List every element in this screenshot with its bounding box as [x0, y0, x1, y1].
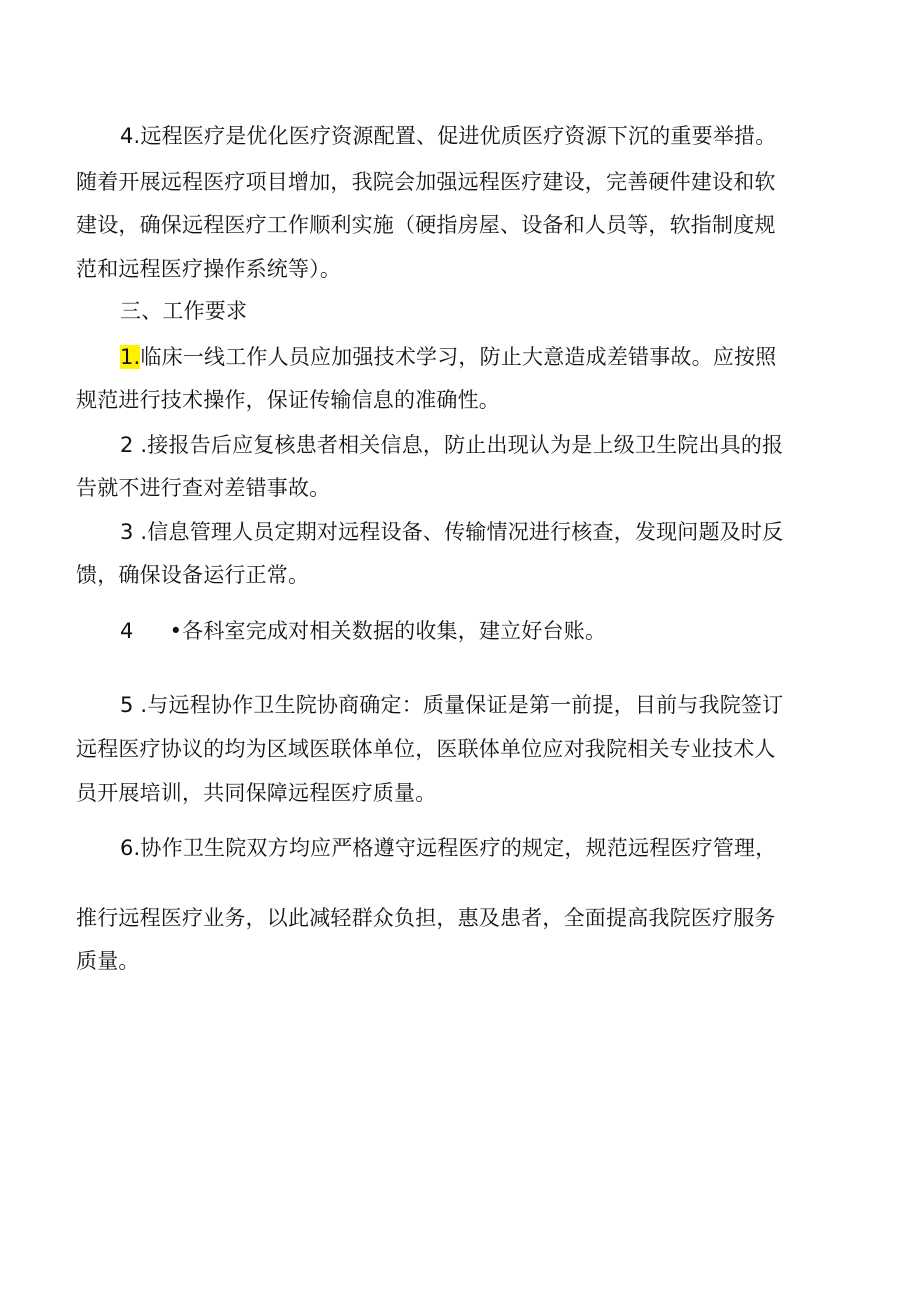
item-5-line1: 5 .与远程协作卫生院协商确定：质量保证是第一前提，目前与我院签订 — [120, 693, 784, 717]
item-4-text: •各科室完成对相关数据的收集，建立好台账。 — [169, 619, 607, 643]
item-3-line2: 馈，确保设备运行正常。 — [76, 563, 310, 587]
p1-line3: 建设，确保远程医疗工作顺利实施（硬指房屋、设备和人员等，软指制度规 — [76, 213, 776, 237]
item-2-line2: 告就不进行查对差错事故。 — [76, 476, 331, 500]
item-6-line2: 推行远程医疗业务，以此减轻群众负担，惠及患者，全面提高我院医疗服务 — [76, 906, 776, 930]
section-heading: 三、工作要求 — [120, 299, 248, 323]
p1-line4: 范和远程医疗操作系统等）。 — [76, 257, 342, 281]
p1-line2: 随着开展远程医疗项目增加，我院会加强远程医疗建设，完善硬件建设和软 — [76, 170, 776, 194]
item-4-number: 4 — [120, 619, 134, 643]
item-1-highlight: 1. — [120, 345, 141, 369]
item-5-line2: 远程医疗协议的均为区域医联体单位，医联体单位应对我院相关专业技术人 — [76, 737, 776, 761]
item-6-line1: 6.协作卫生院双方均应严格遵守远程医疗的规定，规范远程医疗管理， — [120, 836, 777, 860]
item-3-line1: 3 .信息管理人员定期对远程设备、传输情况进行核查，发现问题及时反 — [120, 520, 784, 544]
item-1-text: 临床一线工作人员应加强技术学习，防止大意造成差错事故。应按照 — [140, 345, 777, 369]
item-1-line2: 规范进行技术操作，保证传输信息的准确性。 — [76, 388, 500, 412]
item-6-line3: 质量。 — [76, 949, 140, 973]
item-2-line1: 2 .接报告后应复核患者相关信息，防止出现认为是上级卫生院出具的报 — [120, 433, 784, 457]
item-4-line — [0, 617, 920, 645]
item-5-line3: 员开展培训，共同保障远程医疗质量。 — [76, 781, 437, 805]
item-1-line1 — [0, 343, 920, 371]
p1-line1: 4.远程医疗是优化医疗资源配置、促进优质医疗资源下沉的重要举措。 — [120, 124, 777, 148]
